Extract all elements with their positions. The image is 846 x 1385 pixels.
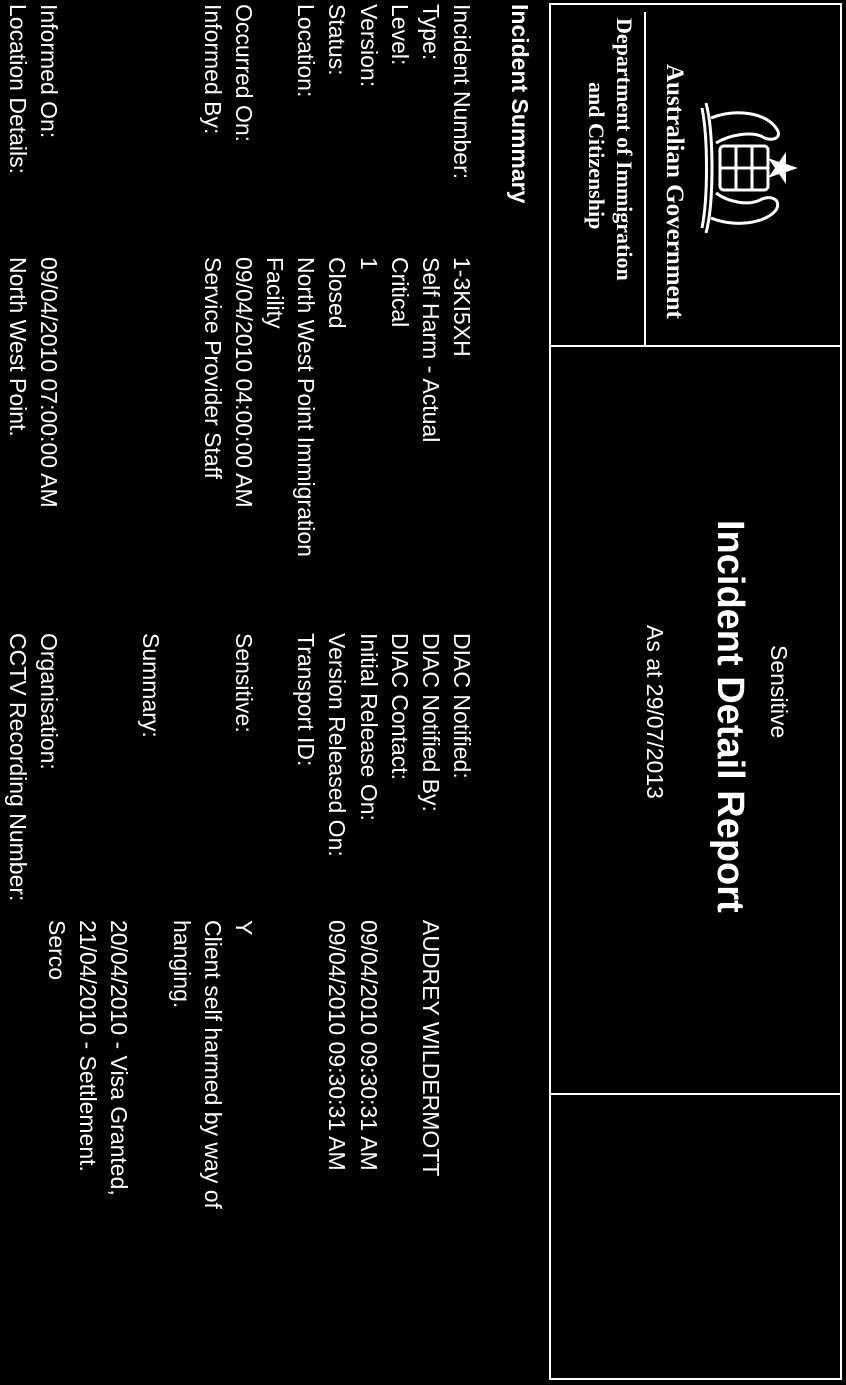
label-diac-notified-by: DIAC Notified By: <box>418 633 444 812</box>
summary-line-3: 20/04/2010 - Visa Granted, <box>106 920 132 1196</box>
department-line-1: Department of Immigration <box>612 18 637 281</box>
value-version: 1 <box>356 257 382 270</box>
value-initial-release-on: 09/04/2010 09:30:31 AM <box>356 920 382 1171</box>
label-diac-notified: DIAC Notified: <box>449 633 475 779</box>
header-top-rule <box>840 345 842 1095</box>
summary-line-2: hanging. <box>169 920 195 1009</box>
label-cctv-recording-number: CCTV Recording Number: <box>5 633 31 902</box>
value-informed-on: 09/04/2010 07:00:00 AM <box>36 257 62 508</box>
label-informed-by: Informed By: <box>200 4 226 135</box>
label-diac-contact: DIAC Contact: <box>387 633 413 780</box>
summary-line-1: Client self harmed by way of <box>200 920 226 1209</box>
value-status: Closed <box>324 257 350 329</box>
value-location-details: North West Point. <box>5 257 31 437</box>
classification-label: Sensitive <box>766 645 792 739</box>
value-sensitive: Y <box>231 920 257 936</box>
value-location-continued: Facility <box>262 257 288 329</box>
label-informed-on: Informed On: <box>36 4 62 139</box>
label-status: Status: <box>324 4 350 76</box>
label-location-details: Location Details: <box>5 4 31 175</box>
value-type: Self Harm - Actual <box>418 257 444 443</box>
value-organisation: Serco <box>44 920 70 981</box>
label-level: Level: <box>387 4 413 66</box>
value-incident-number: 1-3KI5XH <box>449 257 475 357</box>
coat-of-arms-emblem <box>691 88 806 248</box>
page-title: Incident Detail Report <box>709 520 751 913</box>
label-type: Type: <box>418 4 444 61</box>
summary-line-4: 21/04/2010 - Settlement. <box>75 920 101 1172</box>
label-occurred-on: Occurred On: <box>231 4 257 143</box>
label-transport-id: Transport ID: <box>293 633 319 767</box>
label-summary: Summary: <box>138 633 164 738</box>
department-line-2: and Citizenship <box>584 82 609 230</box>
value-informed-by: Service Provider Staff <box>200 257 226 480</box>
label-organisation: Organisation: <box>36 633 62 770</box>
label-location: Location: <box>293 4 319 98</box>
value-occurred-on: 09/04/2010 04:00:00 AM <box>231 257 257 508</box>
logo-rule <box>644 12 646 345</box>
government-name: Australian Government <box>661 64 688 319</box>
value-location: North West Point Immigration <box>293 257 319 557</box>
label-version: Version: <box>356 4 382 88</box>
value-version-released-on: 09/04/2010 09:30:31 AM <box>324 920 350 1171</box>
label-incident-number: Incident Number: <box>449 4 475 180</box>
header-divider-right <box>549 1093 842 1095</box>
label-initial-release-on: Initial Release On: <box>356 633 382 821</box>
label-version-released-on: Version Released On: <box>324 633 350 857</box>
header-divider-left <box>549 345 842 347</box>
value-diac-notified-by: AUDREY WILDERMOTT <box>418 920 444 1177</box>
section-title: Incident Summary <box>507 4 533 204</box>
label-sensitive: Sensitive: <box>231 633 257 733</box>
value-level: Critical <box>387 257 413 328</box>
as-at-date: As at 29/07/2013 <box>642 625 668 799</box>
